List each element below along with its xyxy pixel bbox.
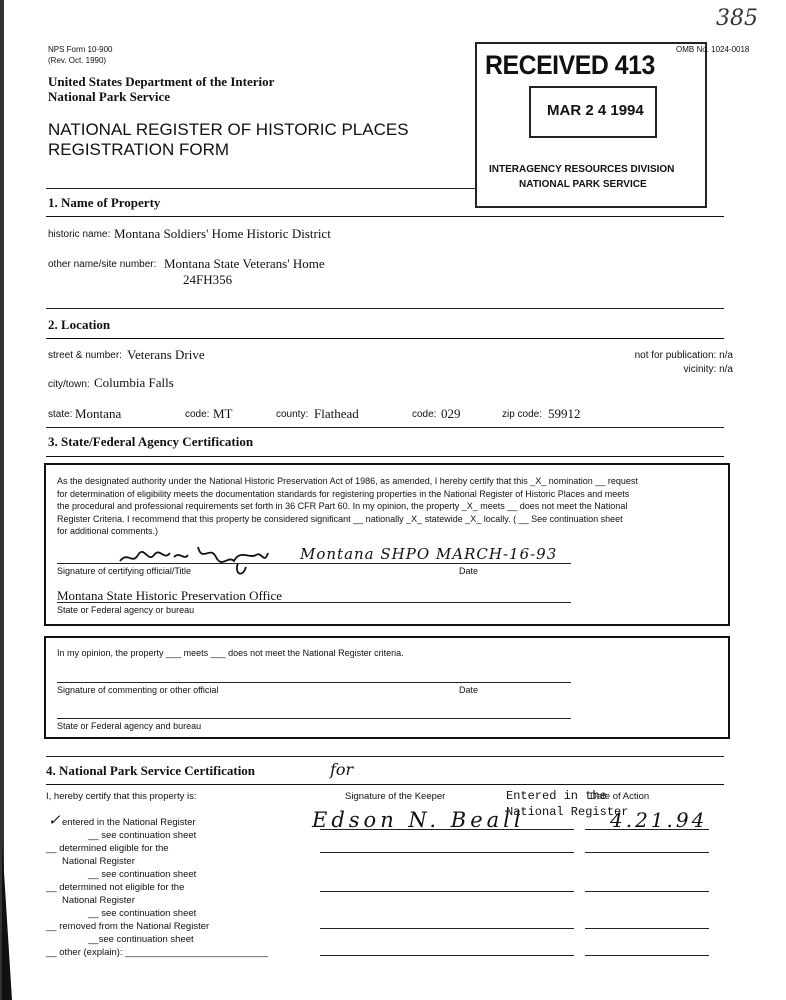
cert-line: for additional comments.) xyxy=(57,526,159,536)
received-stamp xyxy=(475,42,707,208)
agency: National Park Service xyxy=(48,89,171,104)
entered-note-2: National Register xyxy=(506,805,629,819)
section2-heading: 2. Location xyxy=(48,317,111,332)
action-label: Date of Action xyxy=(590,791,650,802)
agency-line xyxy=(57,718,571,719)
rule xyxy=(46,216,724,217)
other-name-label: other name/site number: xyxy=(48,259,157,270)
stamp-line1: INTERAGENCY RESOURCES DIVISION xyxy=(489,164,675,175)
keeper-line xyxy=(320,829,574,830)
option-eligible: __ determined eligible for the xyxy=(46,843,169,854)
action-line xyxy=(585,955,709,956)
keeper-line xyxy=(320,928,574,929)
option-other: __ other (explain): ___________________________ xyxy=(46,947,268,958)
cont-sheet-4: __see continuation sheet xyxy=(88,934,194,945)
keeper-signature: Edson N. Beall xyxy=(312,808,525,832)
historic-name-label: historic name: xyxy=(48,229,111,240)
county-code-label: code: xyxy=(412,409,437,420)
zip-value: 59912 xyxy=(548,406,581,421)
state-label: state: xyxy=(48,409,73,420)
certifying-signature-text: Montana SHPO MARCH-16-93 xyxy=(300,545,558,563)
cert-line: Register Criteria. I recommend that this property be considered significant __ nationally _X_ statewide _X_ locally. ( __ See continuation sheet xyxy=(57,513,623,524)
signature-line xyxy=(57,563,571,564)
scan-shadow xyxy=(2,840,12,1000)
historic-name-value: Montana Soldiers' Home Historic District xyxy=(114,226,331,241)
rule xyxy=(46,427,724,428)
agency-line xyxy=(57,602,571,603)
option-removed: __ removed from the National Register xyxy=(46,921,210,932)
action-line xyxy=(585,852,709,853)
cont-sheet-2: __ see continuation sheet xyxy=(88,869,197,880)
comment-signature-label: Signature of commenting or other official xyxy=(57,685,219,695)
rule xyxy=(46,338,724,339)
rule xyxy=(46,308,724,309)
code-value: MT xyxy=(213,406,233,421)
county-value: Flathead xyxy=(314,406,359,421)
page-number: 385 xyxy=(716,6,758,31)
form-rev: (Rev. Oct. 1990) xyxy=(48,56,107,65)
entered-checkmark: ✓ xyxy=(48,811,61,829)
city-label: city/town: xyxy=(48,379,90,390)
rule xyxy=(46,756,724,757)
form-title-line1: NATIONAL REGISTER OF HISTORIC PLACES xyxy=(48,120,409,139)
county-code-value: 029 xyxy=(441,406,461,421)
keeper-line xyxy=(320,891,574,892)
comment-agency-label: State or Federal agency and bureau xyxy=(57,721,202,731)
signature-label: Signature of certifying official/Title xyxy=(57,566,192,576)
state-value: Montana xyxy=(75,406,122,421)
section3-heading: 3. State/Federal Agency Certification xyxy=(48,434,254,449)
entered-note-1: Entered in the xyxy=(506,789,607,803)
stamp-date-box xyxy=(529,86,657,138)
rule xyxy=(46,784,724,785)
keeper-label: Signature of the Keeper xyxy=(345,791,446,802)
cont-sheet-3: __ see continuation sheet xyxy=(88,908,197,919)
option-entered: entered in the National Register xyxy=(62,817,196,828)
certify-text: I, hereby certify that this property is: xyxy=(46,791,197,802)
rule xyxy=(46,456,724,457)
cert-line: As the designated authority under the National Historic Preservation Act of 1986, as amended, I hereby certify that this _X_ nomination __ request xyxy=(57,476,638,486)
site-number-value: 24FH356 xyxy=(183,272,233,287)
comment-date-label: Date xyxy=(459,685,479,695)
cert-line: for determination of eligibility meets the documentation standards for registering properties in the National Register of Historic Places and meets xyxy=(57,488,630,499)
county-label: county: xyxy=(276,409,309,420)
stamp-date: MAR 2 4 1994 xyxy=(547,102,644,119)
street-label: street & number: xyxy=(48,350,122,361)
stamp-line2: NATIONAL PARK SERVICE xyxy=(519,179,647,190)
section1-heading: 1. Name of Property xyxy=(48,195,161,210)
section4-heading: 4. National Park Service Certification xyxy=(46,763,256,778)
action-line xyxy=(585,891,709,892)
cert-line: the procedural and professional requirements set forth in 36 CFR Part 60. In my opinion, the property _X_ meets __ does not meet the National xyxy=(57,501,628,511)
form-title-line2: REGISTRATION FORM xyxy=(48,140,230,159)
keeper-line xyxy=(320,852,574,853)
agency-label: State or Federal agency or bureau xyxy=(57,605,195,615)
code-label: code: xyxy=(185,409,210,420)
street-value: Veterans Drive xyxy=(127,347,205,362)
other-name-value: Montana State Veterans' Home xyxy=(164,256,325,271)
option-not-eligible: __ determined not eligible for the xyxy=(46,882,185,893)
action-line xyxy=(585,928,709,929)
action-date: 4.21.94 xyxy=(610,808,708,832)
not-for-publication: not for publication: n/a xyxy=(634,350,733,361)
action-line xyxy=(585,829,709,830)
agency-value: Montana State Historic Preservation Office xyxy=(57,588,283,603)
omb-number: OMB No. 1024-0018 xyxy=(676,45,750,54)
certification-text xyxy=(57,475,638,538)
option-eligible-2: National Register xyxy=(62,856,135,867)
department: United States Department of the Interior xyxy=(48,74,275,89)
option-not-eligible-2: National Register xyxy=(62,895,135,906)
keeper-line xyxy=(320,955,574,956)
opinion-text: In my opinion, the property ___ meets ___ does not meet the National Register criteria. xyxy=(57,648,404,658)
vicinity: vicinity: n/a xyxy=(683,364,733,375)
for-note: for xyxy=(330,760,354,779)
signature-line xyxy=(57,682,571,683)
form-id: NPS Form 10-900 xyxy=(48,45,113,54)
cont-sheet-1: __ see continuation sheet xyxy=(88,830,197,841)
city-value: Columbia Falls xyxy=(94,375,174,390)
date-label: Date xyxy=(459,566,479,576)
rule xyxy=(46,188,476,189)
zip-label: zip code: xyxy=(502,409,543,420)
stamp-received: RECEIVED 413 xyxy=(485,50,655,80)
